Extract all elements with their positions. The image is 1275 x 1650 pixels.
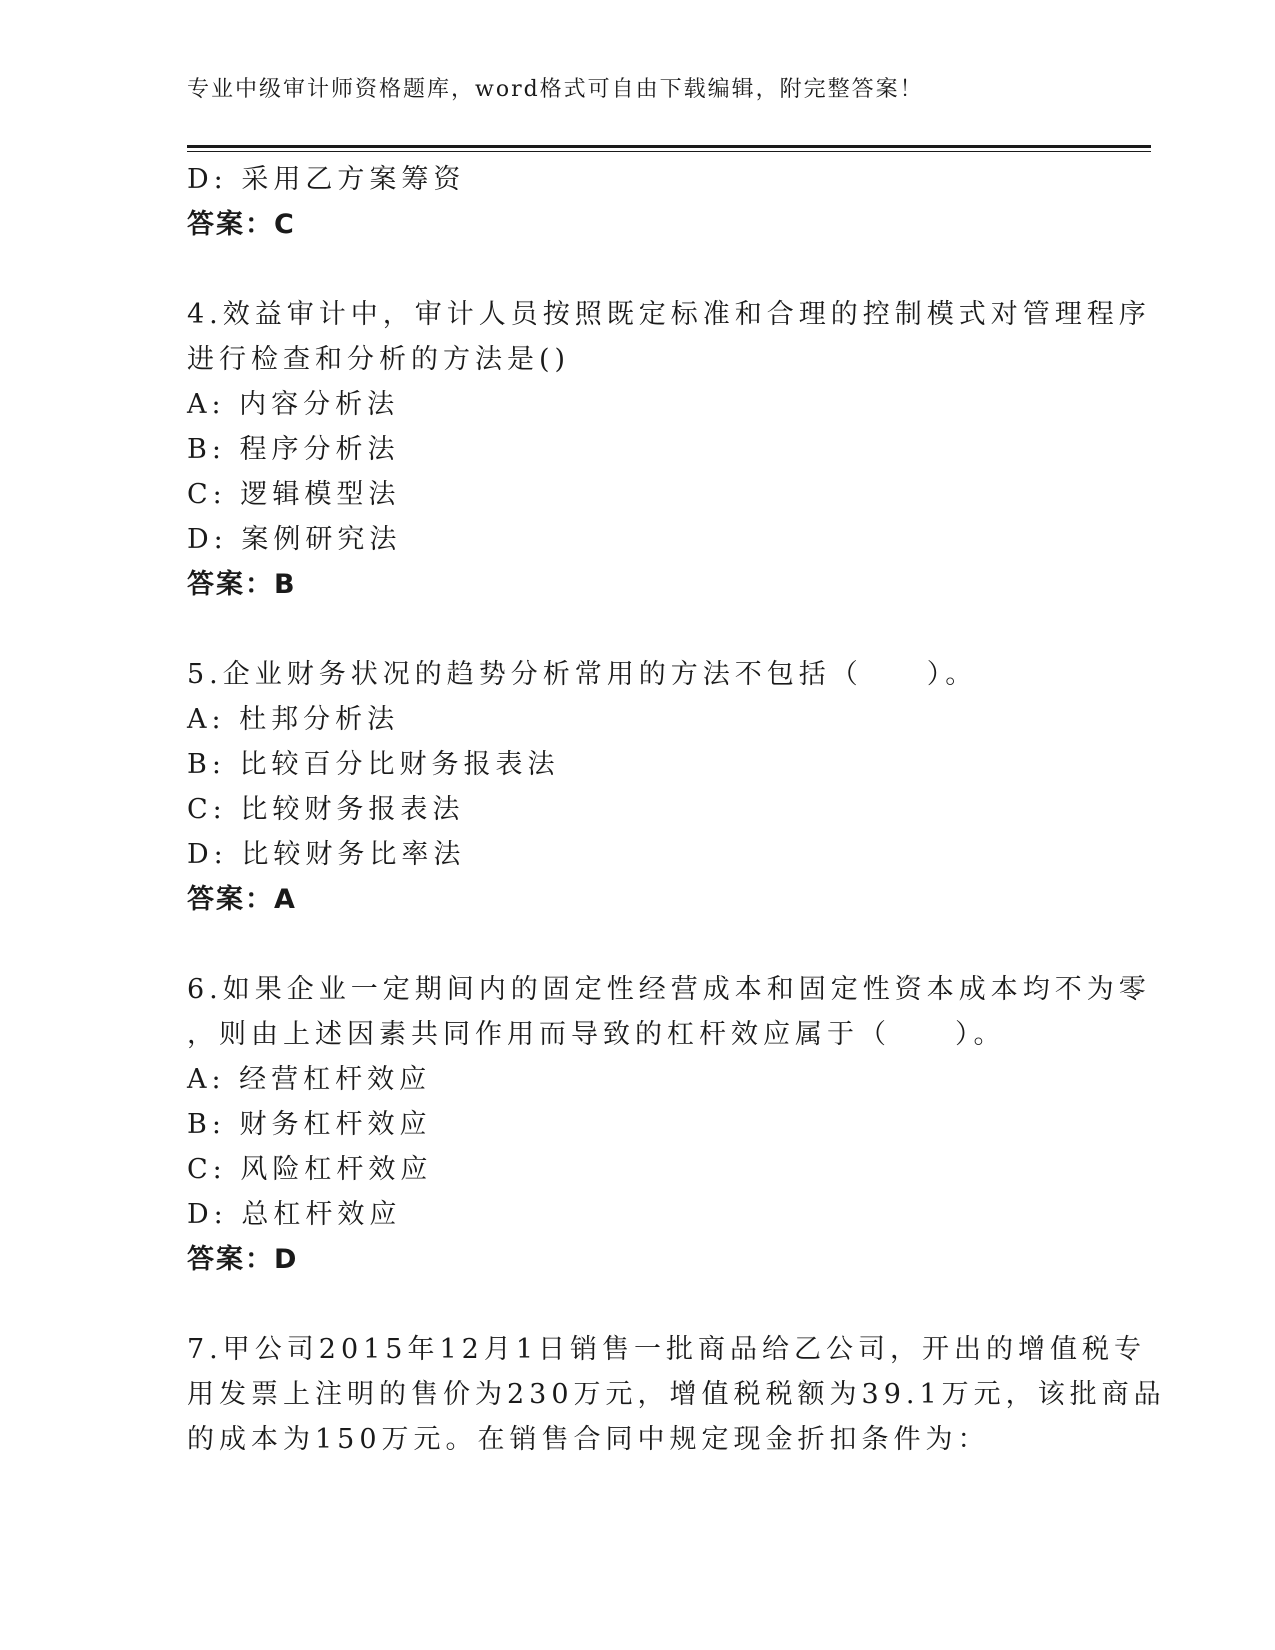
option-a: A: 内容分析法 [187, 389, 400, 420]
question-6 [187, 967, 1151, 1282]
option-b: B: 程序分析法 [187, 434, 400, 465]
answer-line: 答案：C [187, 209, 296, 240]
answer-line: 答案：B [187, 569, 297, 600]
question-stem: 6.如果企业一定期间内的固定性经营成本和固定性资本成本均不为零 [187, 974, 1151, 1005]
option-b: B: 比较百分比财务报表法 [187, 749, 560, 780]
option-d: D: 比较财务比率法 [187, 839, 466, 870]
option-d: D: 案例研究法 [187, 524, 402, 555]
header-rule-thick [187, 145, 1151, 148]
option-b: B: 财务杠杆效应 [187, 1109, 432, 1140]
answer-line: 答案：A [187, 884, 297, 915]
question-stem: 7.甲公司2015年12月1日销售一批商品给乙公司，开出的增值税专 [187, 1334, 1147, 1365]
question-stem: 5.企业财务状况的趋势分析常用的方法不包括（ ）。 [187, 659, 978, 690]
question-stem: 4.效益审计中，审计人员按照既定标准和合理的控制模式对管理程序 [187, 299, 1151, 330]
question-content [187, 157, 1166, 1462]
option-d: D: 总杠杆效应 [187, 1199, 402, 1230]
question-7 [187, 1327, 1166, 1462]
answer-line: 答案：D [187, 1244, 299, 1275]
question-4 [187, 292, 1151, 607]
question-stem: 的成本为150万元。在销售合同中规定现金折扣条件为： [187, 1424, 990, 1455]
option-c: C: 逻辑模型法 [187, 479, 401, 510]
question-stem: ，则由上述因素共同作用而导致的杠杆效应属于（ ）。 [187, 1019, 1006, 1050]
question-5 [187, 652, 1087, 922]
option-a: A: 杜邦分析法 [187, 704, 400, 735]
question-stem: 用发票上注明的售价为230万元，增值税税额为39.1万元，该批商品 [187, 1379, 1166, 1410]
question-stem: 进行检查和分析的方法是() [187, 344, 571, 375]
option-c: C: 风险杠杆效应 [187, 1154, 433, 1185]
option-d: D: 采用乙方案筹资 [187, 164, 466, 195]
header-rule-thin [187, 151, 1151, 152]
page-header: 专业中级审计师资格题库，word格式可自由下载编辑，附完整答案！ [187, 77, 924, 102]
option-c: C: 比较财务报表法 [187, 794, 465, 825]
option-a: A: 经营杠杆效应 [187, 1064, 432, 1095]
